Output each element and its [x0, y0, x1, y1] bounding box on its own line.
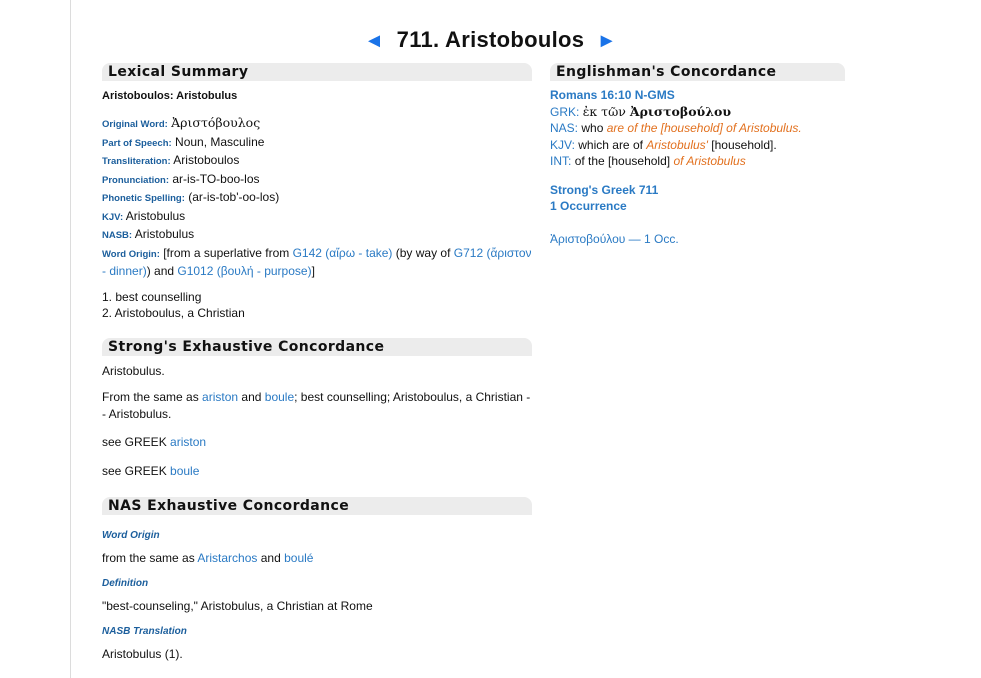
lexical-fields [102, 115, 532, 280]
word-origin-text: (by way of [392, 245, 454, 260]
kjv-row [102, 208, 532, 227]
strongs-header: Strong's Exhaustive Concordance [102, 338, 532, 356]
grk-text: ἐκ τῶν [582, 103, 630, 119]
strongs-text: ; best counselling; Aristoboulus, a Christian -- Aristobulus. [102, 389, 531, 421]
lexical-summary-header: Lexical Summary [102, 63, 532, 81]
nas-highlight: are of the [household] of Aristobulus. [606, 121, 802, 135]
grk-label: GRK: [550, 104, 580, 119]
occurrence-word-link[interactable]: Ἀριστοβούλου — 1 Occ. [550, 231, 679, 246]
word-origin-text: ) and [146, 264, 178, 278]
original-word-label: Original Word: [102, 119, 168, 130]
headword: Aristoboulos: Aristobulus [102, 90, 238, 102]
boule-nas-link[interactable]: boulé [284, 550, 314, 565]
occurrence-link[interactable]: 1 Occurrence [550, 199, 627, 213]
nas-label: NAS: [550, 121, 579, 135]
nasb-translation-label: NASB Translation [102, 625, 187, 637]
nas-header: NAS Exhaustive Concordance [102, 497, 532, 515]
strongs-line1: Aristobulus. [102, 363, 165, 378]
aristarchos-link[interactable]: Aristarchos [197, 550, 258, 565]
kjv-verse-label: KJV: [550, 137, 575, 152]
nas-text: who [581, 121, 607, 135]
prev-entry-arrow-icon[interactable]: ◄ [364, 30, 385, 52]
nas-origin-text [102, 550, 532, 567]
pos-row [102, 134, 532, 153]
kjv-verse-row [550, 137, 845, 154]
pron-label: Pronunciation: [102, 174, 170, 186]
pos-label: Part of Speech: [102, 137, 172, 149]
original-word-row [102, 115, 532, 134]
kjv-text: which are of [578, 137, 647, 152]
word-origin-row [102, 245, 532, 280]
pron-value: ar-is-TO-boo-los [172, 171, 260, 186]
nasb-row [102, 226, 532, 245]
nasb-label: NASB: [102, 230, 133, 241]
nas-row [550, 120, 845, 137]
int-text: of the [household] [574, 154, 674, 168]
verse-reference-link[interactable]: Romans 16:10 N-GMS [550, 88, 675, 102]
nas-origin-a: from the same as [102, 550, 198, 565]
see-greek-text: see GREEK [102, 434, 171, 449]
see-greek-boule [102, 463, 532, 480]
strongs-greek-link[interactable]: Strong's Greek 711 [550, 182, 659, 197]
verse-ref-row [550, 87, 845, 104]
nas-origin-label: Word Origin [102, 529, 160, 541]
left-page-border [70, 0, 71, 678]
see-boule-link[interactable]: boule [170, 463, 200, 478]
nas-definition: "best-counseling," Aristobulus, a Christian at Rome [102, 598, 373, 613]
translit-value: Aristoboulos [173, 153, 240, 167]
pos-value: Noun, Masculine [175, 134, 265, 149]
see-greek-text: see GREEK [102, 463, 171, 478]
boule-link[interactable]: boule [264, 389, 295, 404]
translit-label: Transliteration: [102, 156, 171, 167]
nasb-value: Aristobulus [134, 227, 195, 241]
nasb-translation: Aristobulus (1). [102, 646, 183, 661]
strongs-greek-row [550, 182, 845, 199]
pron-row [102, 171, 532, 190]
strongs-derivation [102, 389, 532, 423]
int-highlight: of Aristobulus [673, 154, 746, 168]
left-column [102, 63, 532, 663]
phonetic-row [102, 189, 532, 208]
origin-link-g1012[interactable]: G1012 (βουλή - purpose) [177, 264, 312, 278]
origin-link-g142[interactable]: G142 (αἴρω - take) [292, 245, 393, 260]
see-ariston-link[interactable]: ariston [170, 434, 207, 449]
strongs-text: From the same as [102, 389, 203, 404]
occurrence-row [550, 198, 845, 215]
translit-row [102, 152, 532, 171]
englishmans-header: Englishman's Concordance [550, 63, 845, 81]
grk-row [550, 104, 845, 121]
word-origin-label: Word Origin: [102, 248, 160, 260]
kjv-value: Aristobulus [125, 208, 186, 223]
definition-item: 2. Aristoboulus, a Christian [102, 306, 245, 320]
int-row [550, 153, 845, 170]
definitions-list [102, 289, 532, 322]
kjv-label: KJV: [102, 211, 124, 223]
origin-link-g712[interactable]: G712 (ἄριστον - dinner) [102, 245, 532, 278]
definition-item: 1. best counselling [102, 289, 202, 304]
right-column [550, 63, 845, 247]
nas-definition-label: Definition [102, 577, 149, 589]
int-label: INT: [550, 154, 572, 168]
see-greek-ariston [102, 434, 532, 451]
kjv-text: [household]. [707, 137, 777, 152]
nas-origin-b: and [257, 550, 285, 565]
word-origin-text: ] [311, 264, 315, 278]
original-word-value: Ἀριστόβουλος [171, 115, 261, 130]
next-entry-arrow-icon[interactable]: ► [596, 30, 617, 52]
phonetic-label: Phonetic Spelling: [102, 193, 185, 204]
word-origin-text: [from a superlative from [163, 245, 293, 260]
kjv-highlight: Aristobulus' [646, 137, 708, 152]
strongs-text: and [238, 389, 265, 404]
grk-bold-word: Ἀριστοβούλου [629, 103, 731, 119]
ariston-link[interactable]: ariston [202, 389, 239, 404]
page-title [0, 27, 981, 53]
page-title-text: 711. Aristoboulos [396, 27, 585, 52]
phonetic-value: (ar-is-tob'-oo-los) [188, 190, 280, 204]
occ-word-row [550, 231, 845, 248]
